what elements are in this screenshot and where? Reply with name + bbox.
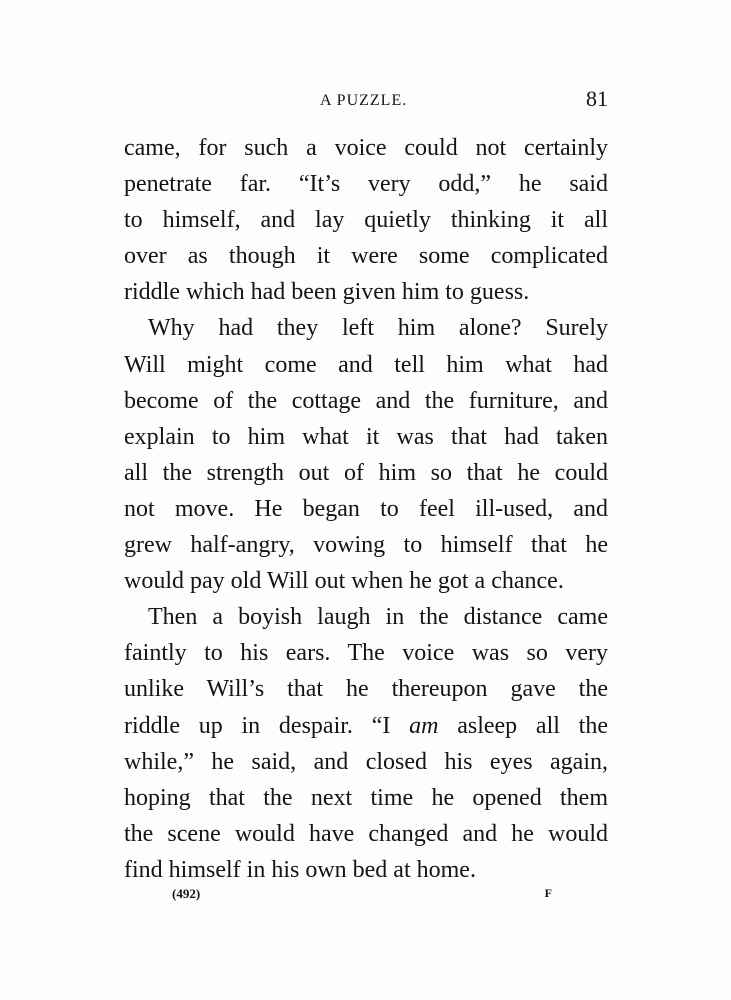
text-line: grew half-angry, vowing to himself that he xyxy=(124,532,608,559)
text-line: would pay old Will out when he got a chance. xyxy=(124,568,564,595)
running-head: A PUZZLE. xyxy=(320,92,408,109)
text-line: penetrate far. “It’s very odd,” he said xyxy=(124,171,608,198)
text-line: to himself, and lay quietly thinking it all xyxy=(124,207,608,234)
page-number: 81 xyxy=(586,86,608,111)
text-line: the scene would have changed and he would xyxy=(124,820,608,847)
paragraph-1 xyxy=(124,130,608,310)
text-line: all the strength out of him so that he could xyxy=(124,459,608,486)
text-line: find himself in his own bed at home. xyxy=(124,856,476,883)
body-text xyxy=(124,130,608,888)
text-line: came, for such a voice could not certainly xyxy=(124,135,608,161)
page-header xyxy=(124,86,608,116)
text-line: faintly to his ears. The voice was so very xyxy=(124,640,608,667)
text-line: over as though it were some complicated xyxy=(124,243,608,270)
text-line: while,” he said, and closed his eyes again, xyxy=(124,748,608,775)
text-line: not move. He began to feel ill-used, and xyxy=(124,495,608,522)
signature-letter: F xyxy=(544,886,552,900)
page-footer xyxy=(124,882,608,906)
text-line: riddle up in despair. “I am asleep all the xyxy=(124,712,608,739)
text-line: Why had they left him alone? Surely xyxy=(148,315,608,342)
paragraph-3 xyxy=(124,599,608,888)
text-line: Then a boyish laugh in the distance came xyxy=(148,604,608,631)
text-line: hoping that the next time he opened them xyxy=(124,784,608,811)
emphasized-word: am xyxy=(409,712,439,739)
signature-number: (492) xyxy=(172,886,201,901)
paragraph-2 xyxy=(124,310,608,599)
text-line: unlike Will’s that he thereupon gave the xyxy=(124,676,608,703)
text-line: become of the cottage and the furniture, and xyxy=(124,387,608,414)
text-line: riddle which had been given him to guess. xyxy=(124,279,530,306)
text-line: Will might come and tell him what had xyxy=(124,351,608,378)
text-line: explain to him what it was that had taken xyxy=(124,423,608,450)
